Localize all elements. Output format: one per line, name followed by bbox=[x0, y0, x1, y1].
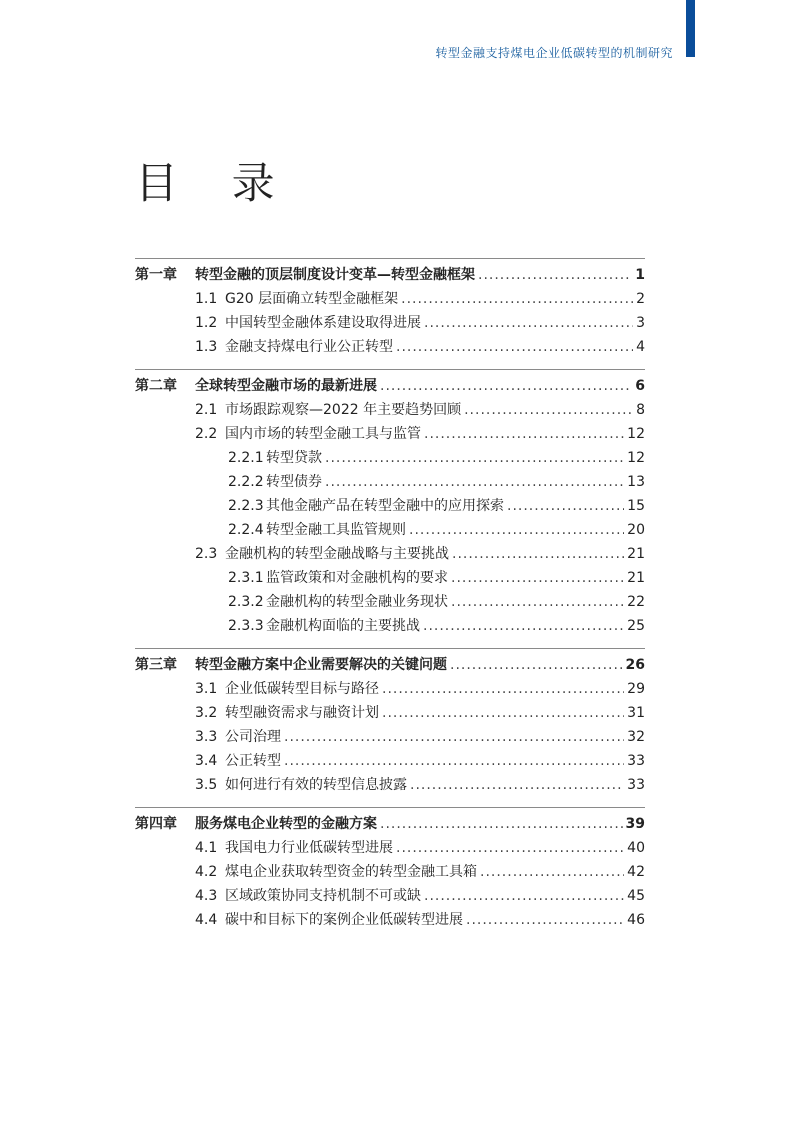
toc-chapter-group bbox=[135, 807, 645, 942]
page-number: 32 bbox=[627, 729, 645, 745]
entry-number: 4.4 bbox=[195, 912, 218, 928]
entry-title: 市场跟踪观察—2022 年主要趋势回顾 bbox=[225, 402, 462, 418]
page-number: 21 bbox=[627, 570, 645, 586]
leader-dots bbox=[325, 470, 624, 494]
page-number: 45 bbox=[627, 888, 645, 904]
entry-number: 2.3 bbox=[195, 546, 218, 562]
page-number: 8 bbox=[636, 402, 645, 418]
toc-section-entry[interactable] bbox=[135, 398, 645, 422]
toc-chapter-entry[interactable] bbox=[135, 263, 645, 287]
page-number: 26 bbox=[625, 657, 645, 673]
page-number: 3 bbox=[636, 315, 645, 331]
leader-dots bbox=[480, 860, 624, 884]
entry-number: 2.2.3 bbox=[228, 498, 264, 514]
entry-number: 2.3.3 bbox=[228, 618, 264, 634]
toc-section-entry[interactable] bbox=[135, 335, 645, 359]
toc-section-entry[interactable] bbox=[135, 725, 645, 749]
leader-dots bbox=[380, 812, 623, 836]
entry-title: 监管政策和对金融机构的要求 bbox=[266, 570, 448, 586]
toc-chapter-entry[interactable] bbox=[135, 374, 645, 398]
toc-section-entry[interactable] bbox=[135, 446, 645, 470]
leader-dots bbox=[424, 884, 624, 908]
entry-title: 如何进行有效的转型信息披露 bbox=[225, 777, 407, 793]
entry-title: G20 层面确立转型金融框架 bbox=[225, 291, 399, 307]
toc-section-entry[interactable] bbox=[135, 908, 645, 932]
toc-section-entry[interactable] bbox=[135, 494, 645, 518]
toc-section-entry[interactable] bbox=[135, 566, 645, 590]
leader-dots bbox=[424, 311, 633, 335]
toc-section-entry[interactable] bbox=[135, 311, 645, 335]
toc-chapter-entry[interactable] bbox=[135, 812, 645, 836]
entry-title: 企业低碳转型目标与路径 bbox=[225, 681, 379, 697]
page-number: 46 bbox=[627, 912, 645, 928]
leader-dots bbox=[382, 701, 624, 725]
leader-dots bbox=[452, 542, 624, 566]
page-number: 29 bbox=[627, 681, 645, 697]
leader-dots bbox=[451, 590, 624, 614]
entry-number: 2.2.1 bbox=[228, 450, 264, 466]
entry-number: 3.2 bbox=[195, 705, 218, 721]
page-number: 39 bbox=[625, 816, 645, 832]
toc-heading: 目 录 bbox=[135, 159, 295, 209]
entry-number: 3.4 bbox=[195, 753, 218, 769]
leader-dots bbox=[284, 749, 624, 773]
page-number: 1 bbox=[635, 267, 645, 283]
entry-title: 转型融资需求与融资计划 bbox=[225, 705, 379, 721]
leader-dots bbox=[464, 398, 633, 422]
entry-number: 3.1 bbox=[195, 681, 218, 697]
page-number: 2 bbox=[636, 291, 645, 307]
entry-title: 服务煤电企业转型的金融方案 bbox=[195, 816, 377, 832]
entry-number: 4.1 bbox=[195, 840, 218, 856]
leader-dots bbox=[423, 614, 624, 638]
leader-dots bbox=[451, 566, 624, 590]
entry-title: 公正转型 bbox=[225, 753, 281, 769]
entry-title: 煤电企业获取转型资金的转型金融工具箱 bbox=[225, 864, 477, 880]
page-number: 20 bbox=[627, 522, 645, 538]
page-number: 13 bbox=[627, 474, 645, 490]
toc-section-entry[interactable] bbox=[135, 701, 645, 725]
toc-section-entry[interactable] bbox=[135, 470, 645, 494]
toc-chapter-group bbox=[135, 258, 645, 369]
leader-dots bbox=[396, 836, 624, 860]
toc-section-entry[interactable] bbox=[135, 614, 645, 638]
entry-title: 金融机构的转型金融业务现状 bbox=[266, 594, 448, 610]
page-number: 42 bbox=[627, 864, 645, 880]
page-number: 31 bbox=[627, 705, 645, 721]
page-number: 6 bbox=[635, 378, 645, 394]
entry-title: 转型金融工具监管规则 bbox=[266, 522, 406, 538]
toc-chapter-group bbox=[135, 369, 645, 648]
leader-dots bbox=[401, 287, 633, 311]
entry-number: 1.1 bbox=[195, 291, 218, 307]
toc-section-entry[interactable] bbox=[135, 677, 645, 701]
toc-section-entry[interactable] bbox=[135, 542, 645, 566]
leader-dots bbox=[382, 677, 624, 701]
page-number: 4 bbox=[636, 339, 645, 355]
entry-number: 2.2 bbox=[195, 426, 218, 442]
leader-dots bbox=[409, 518, 624, 542]
toc-section-entry[interactable] bbox=[135, 590, 645, 614]
page-number: 33 bbox=[627, 753, 645, 769]
leader-dots bbox=[396, 335, 633, 359]
entry-title: 转型贷款 bbox=[266, 450, 322, 466]
leader-dots bbox=[478, 263, 632, 287]
entry-number: 1.2 bbox=[195, 315, 218, 331]
entry-title: 金融机构的转型金融战略与主要挑战 bbox=[225, 546, 449, 562]
entry-title: 国内市场的转型金融工具与监管 bbox=[225, 426, 421, 442]
entry-number: 2.3.2 bbox=[228, 594, 264, 610]
entry-number: 4.3 bbox=[195, 888, 218, 904]
entry-number: 2.2.2 bbox=[228, 474, 264, 490]
page-number: 21 bbox=[627, 546, 645, 562]
page-number: 25 bbox=[627, 618, 645, 634]
entry-number: 第三章 bbox=[135, 657, 177, 673]
entry-title: 中国转型金融体系建设取得进展 bbox=[225, 315, 421, 331]
entry-title: 金融机构面临的主要挑战 bbox=[266, 618, 420, 634]
leader-dots bbox=[380, 374, 632, 398]
entry-number: 2.3.1 bbox=[228, 570, 264, 586]
table-of-contents bbox=[135, 258, 645, 942]
toc-section-entry[interactable] bbox=[135, 749, 645, 773]
entry-number: 2.1 bbox=[195, 402, 218, 418]
leader-dots bbox=[325, 446, 624, 470]
entry-number: 1.3 bbox=[195, 339, 218, 355]
toc-section-entry[interactable] bbox=[135, 422, 645, 446]
entry-title: 公司治理 bbox=[225, 729, 281, 745]
entry-title: 区域政策协同支持机制不可或缺 bbox=[225, 888, 421, 904]
entry-number: 第四章 bbox=[135, 816, 177, 832]
page-number: 15 bbox=[627, 498, 645, 514]
header-accent-bar bbox=[686, 0, 695, 57]
leader-dots bbox=[466, 908, 624, 932]
toc-chapter-group bbox=[135, 648, 645, 807]
page-number: 33 bbox=[627, 777, 645, 793]
toc-section-entry[interactable] bbox=[135, 773, 645, 797]
toc-chapter-entry[interactable] bbox=[135, 653, 645, 677]
running-header-title: 转型金融支持煤电企业低碳转型的机制研究 bbox=[435, 46, 673, 60]
toc-section-entry[interactable] bbox=[135, 287, 645, 311]
entry-title: 转型债券 bbox=[266, 474, 322, 490]
toc-section-entry[interactable] bbox=[135, 836, 645, 860]
leader-dots bbox=[410, 773, 624, 797]
page-number: 22 bbox=[627, 594, 645, 610]
toc-section-entry[interactable] bbox=[135, 884, 645, 908]
entry-number: 第二章 bbox=[135, 378, 177, 394]
entry-title: 我国电力行业低碳转型进展 bbox=[225, 840, 393, 856]
entry-number: 3.5 bbox=[195, 777, 218, 793]
entry-title: 金融支持煤电行业公正转型 bbox=[225, 339, 393, 355]
entry-title: 其他金融产品在转型金融中的应用探索 bbox=[266, 498, 504, 514]
leader-dots bbox=[450, 653, 623, 677]
leader-dots bbox=[507, 494, 624, 518]
entry-title: 转型金融方案中企业需要解决的关键问题 bbox=[195, 657, 447, 673]
page-number: 40 bbox=[627, 840, 645, 856]
entry-title: 转型金融的顶层制度设计变革—转型金融框架 bbox=[195, 267, 475, 283]
entry-number: 2.2.4 bbox=[228, 522, 264, 538]
page-number: 12 bbox=[627, 450, 645, 466]
entry-number: 4.2 bbox=[195, 864, 218, 880]
leader-dots bbox=[284, 725, 624, 749]
leader-dots bbox=[424, 422, 624, 446]
toc-section-entry[interactable] bbox=[135, 860, 645, 884]
toc-section-entry[interactable] bbox=[135, 518, 645, 542]
entry-title: 全球转型金融市场的最新进展 bbox=[195, 378, 377, 394]
page-number: 12 bbox=[627, 426, 645, 442]
entry-number: 3.3 bbox=[195, 729, 218, 745]
entry-number: 第一章 bbox=[135, 267, 177, 283]
entry-title: 碳中和目标下的案例企业低碳转型进展 bbox=[225, 912, 463, 928]
